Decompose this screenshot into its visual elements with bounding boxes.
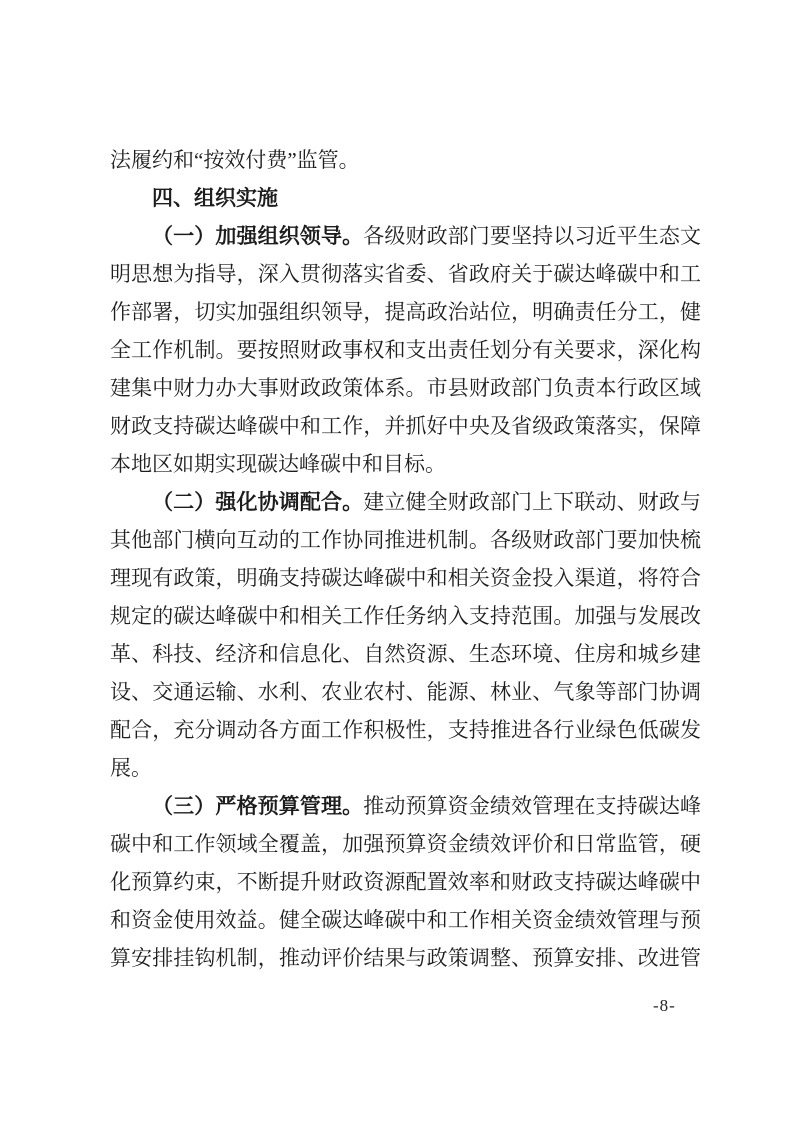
paragraph-lead: （二）强化协调配合。 [152,490,364,514]
paragraph-text: 建立健全财政部门上下联动、财政与 [363,490,701,514]
paragraph-text: 各级财政部门要坚持以习近平生态文 [363,224,701,248]
document-body [110,141,701,977]
paragraph-line: 规定的碳达峰碳中和相关工作任务纳入支持范围。加强与发展改 [110,604,701,628]
section-heading: 四、组织实施 [152,186,278,210]
paragraph-line: 全工作机制。要按照财政事权和支出责任划分有关要求，深化构 [110,338,701,362]
paragraph-line: 本地区如期实现碳达峰碳中和目标。 [110,452,446,476]
paragraph-line: 建集中财力办大事财政政策体系。市县财政部门负责本行政区域 [110,376,701,400]
paragraph-line: 作部署，切实加强组织领导，提高政治站位，明确责任分工，健 [110,300,701,324]
paragraph-line: 算安排挂钩机制，推动评价结果与政策调整、预算安排、改进管 [110,946,701,970]
paragraph-lead: （一）加强组织领导。 [152,224,364,248]
paragraph-line: 化预算约束，不断提升财政资源配置效率和财政支持碳达峰碳中 [110,870,701,894]
paragraph-line: 碳中和工作领域全覆盖，加强预算资金绩效评价和日常监管，硬 [110,832,701,856]
paragraph-line: 革、科技、经济和信息化、自然资源、生态环境、住房和城乡建 [110,642,701,666]
paragraph-line [110,483,701,521]
paragraph-line: 设、交通运输、水利、农业农村、能源、林业、气象等部门协调 [110,680,701,704]
paragraph-line: 理现有政策，明确支持碳达峰碳中和相关资金投入渠道，将符合 [110,566,701,590]
paragraph-lead: （三）严格预算管理。 [152,794,364,818]
paragraph-line: 展。 [110,756,152,780]
paragraph-line [110,787,701,825]
paragraph-line: 其他部门横向互动的工作协同推进机制。各级财政部门要加快梳 [110,528,701,552]
paragraph-line: 明思想为指导，深入贯彻落实省委、省政府关于碳达峰碳中和工 [110,262,701,286]
page-number: -8- [653,996,676,1015]
paragraph-line: 配合，充分调动各方面工作积极性，支持推进各行业绿色低碳发 [110,718,701,742]
paragraph-line: 法履约和“按效付费”监管。 [110,148,360,172]
paragraph-line [110,217,701,255]
paragraph-line: 财政支持碳达峰碳中和工作，并抓好中央及省级政策落实，保障 [110,414,701,438]
paragraph-line: 和资金使用效益。健全碳达峰碳中和工作相关资金绩效管理与预 [110,908,701,932]
paragraph-text: 推动预算资金绩效管理在支持碳达峰 [363,794,701,818]
